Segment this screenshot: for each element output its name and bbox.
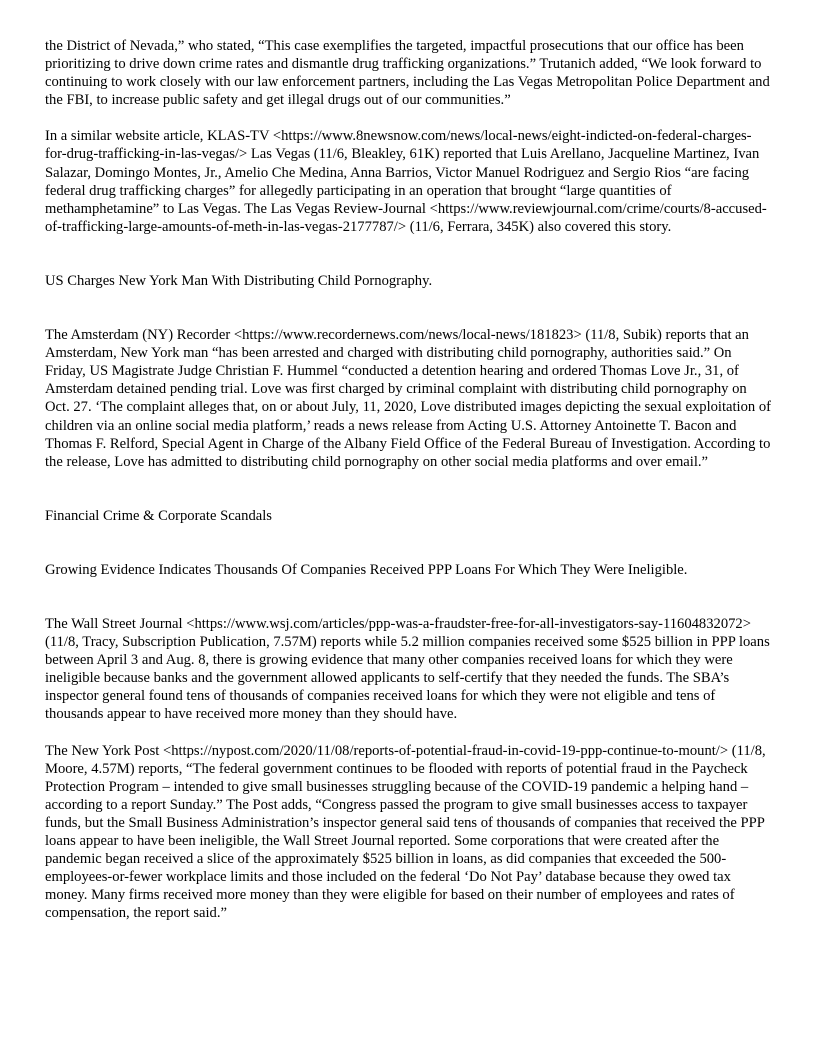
- headline-ppp-loans: Growing Evidence Indicates Thousands Of Companies Received PPP Loans For Which They Were Ineligible.: [45, 561, 688, 578]
- nevada-quote-paragraph: the District of Nevada,” who stated, “This case exemplifies the targeted, impactful prosecutions that our office has been prioritizing to drive down crime rates and dismantle drug trafficking organizations.” Trutanich added, “We look forward to continuing to work closely with our law enforcement partners, including the Las Vegas Metropolitan Police Department and the FBI, to increase public safety and get illegal drugs out of our communities.”: [45, 38, 770, 109]
- klas-tv-paragraph: In a similar website article, KLAS-TV <https://www.8newsnow.com/news/local-news/eight-indicted-on-federal-charges-for-drug-trafficking-in-las-vegas/> Las Vegas (11/6, Bleakley, 61K) reported that Luis Arellano, Jacqueline Martinez, Ivan Salazar, Domingo Montes, Jr., Amelio Che Medina, Anna Barrios, Victor Manuel Rodriguez and Sergio Rios “are facing federal drug trafficking charges” for allegedly participating in an operation that brought “large quantities of methamphetamine” to Las Vegas. The Las Vegas Review-Journal <https://www.reviewjournal.com/crime/courts/8-accused-of-trafficking-large-amounts-of-meth-in-las-vegas-2177787/> (11/6, Ferrara, 345K) also covered this story.: [45, 128, 767, 235]
- section-heading-financial-crime: Financial Crime & Corporate Scandals: [45, 507, 272, 524]
- headline-child-pornography: US Charges New York Man With Distributing Child Pornography.: [45, 272, 433, 289]
- document-page: [45, 37, 773, 922]
- wsj-paragraph: The Wall Street Journal <https://www.wsj.com/articles/ppp-was-a-fraudster-free-for-all-investigators-say-11604832072> (11/8, Tracy, Subscription Publication, 7.57M) reports while 5.2 million companies received some $525 billion in PPP loans between April 3 and Aug. 8, there is growing evidence that many other companies received loans for which they were ineligible because banks and the government allowed applicants to self-certify that they needed the funds. The SBA’s inspector general found tens of thousands of companies received loans for which they were not eligible and tens of thousands appear to have received more money than they should have.: [45, 615, 770, 723]
- ny-post-paragraph: The New York Post <https://nypost.com/2020/11/08/reports-of-potential-fraud-in-covid-19-ppp-continue-to-mount/> (11/8, Moore, 4.57M) reports, “The federal government continues to be flooded with reports of potential fraud in the Paycheck Protection Program – intended to give small businesses struggling because of the COVID-19 pandemic a helping hand – according to a report Sunday.” The Post adds, “Congress passed the program to give small businesses access to taxpayer funds, but the Small Business Administration’s inspector general said tens of thousands of companies that received the PPP loans appear to have been ineligible, the Wall Street Journal reported. Some corporations that were created after the pandemic began received a slice of the approximately $525 billion in loans, as did companies that exceeded the 500-employees-or-fewer workplace limits and those included on the federal ‘Do Not Pay’ database because they owed tax money. Many firms received more money than they were eligible for based on their number of employees and rates of compensation, the report said.”: [45, 742, 766, 922]
- amsterdam-recorder-paragraph: The Amsterdam (NY) Recorder <https://www.recordernews.com/news/local-news/181823> (11/8, Subik) reports that an Amsterdam, New York man “has been arrested and charged with distributing child pornography, authorities said.” On Friday, US Magistrate Judge Christian F. Hummel “conducted a detention hearing and ordered Thomas Love Jr., 31, of Amsterdam detained pending trial. Love was first charged by criminal complaint with distributing child pornography on Oct. 27. ‘The complaint alleges that, on or about July, 11, 2020, Love distributed images depicting the sexual exploitation of children via an online social media platform,’ reads a news release from Acting U.S. Attorney Antoinette T. Bacon and Thomas F. Relford, Special Agent in Charge of the Albany Field Office of the Federal Bureau of Investigation. According to the release, Love has admitted to distributing child pornography on other social media platforms and over email.”: [45, 327, 772, 470]
